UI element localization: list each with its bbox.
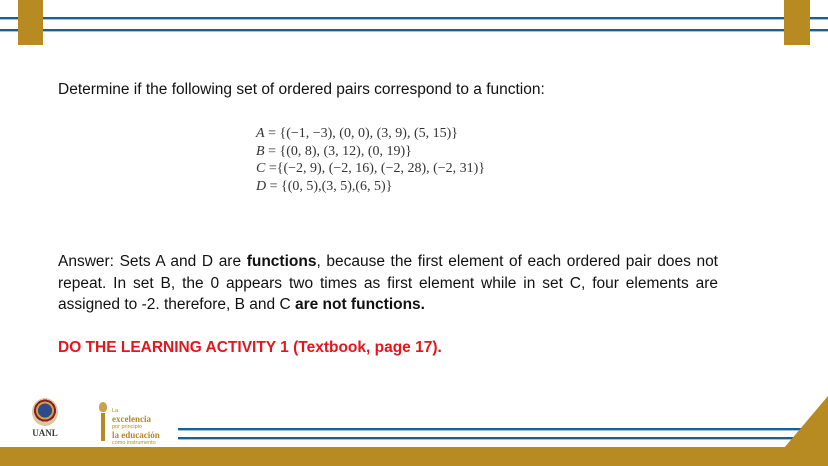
question-prompt: Determine if the following set of ordered pairs correspond to a function:	[58, 81, 545, 98]
ordered-pair-sets	[256, 125, 485, 195]
footer-gold-bar	[0, 447, 828, 466]
answer-bold-not-functions: are not functions.	[294, 296, 425, 313]
answer-bold-functions: functions	[246, 253, 317, 270]
learning-activity-instruction: DO THE LEARNING ACTIVITY 1 (Textbook, page 17).	[58, 339, 442, 356]
uanl-shield-icon	[32, 398, 58, 426]
motto-text: La excelencia por principio la educación como instrumento	[112, 408, 160, 446]
footer-line-top	[178, 428, 802, 430]
header-gold-tab-left	[18, 0, 43, 45]
set-c: C ={(−2, 9), (−2, 16), (−2, 28), (−2, 31)}	[256, 161, 486, 176]
footer-line-bottom	[178, 437, 796, 439]
uanl-label: UANL	[32, 428, 58, 438]
set-b: B = {(0, 8), (3, 12), (0, 19)}	[256, 143, 412, 159]
set-d: D = {(0, 5),(3, 5),(6, 5)}	[256, 178, 393, 194]
header-gold-tab-right	[784, 0, 810, 45]
torch-icon	[98, 402, 108, 442]
footer-gold-triangle	[780, 396, 828, 448]
header-line-top	[0, 17, 828, 19]
set-a: A = {(−1, −3), (0, 0), (3, 9), (5, 15)}	[256, 126, 458, 141]
uanl-logo	[28, 398, 62, 438]
answer-paragraph: Answer: Sets A and D are functions, because the first element of each ordered pair does not repeat. In set B, the 0 appears two times as first element while in set C, four elements are assigned to -2. therefore, B and C are not functions.	[58, 253, 718, 313]
motto-logo	[98, 400, 178, 444]
header-line-bottom	[0, 29, 828, 31]
